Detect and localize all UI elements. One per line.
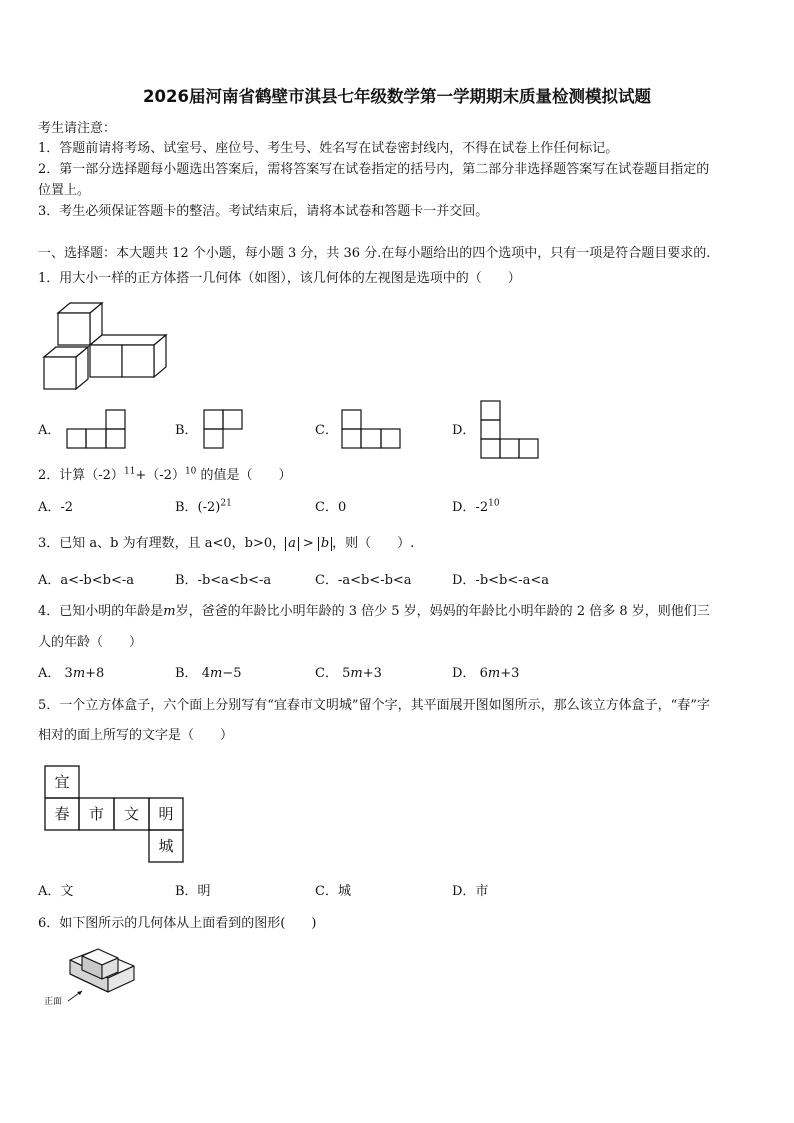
q6-solid-figure (40, 946, 140, 1011)
q3-option-c: C．-a<b<-b<a (315, 573, 412, 588)
q1-stem: 1．用大小一样的正方体搭一几何体（如图），该几何体的左视图是选项中的（ ） (38, 271, 521, 286)
notice-item-2: 2．第一部分选择题每小题选出答案后，需将答案写在试卷指定的括号内，第二部分非选择题答案写在试卷题目指定的 (38, 162, 710, 177)
q6-stem: 6．如下图所示的几何体从上面看到的图形( ) (38, 916, 317, 931)
net-cell-wen: 文 (123, 805, 139, 823)
q4-stem-cont: 人的年龄（ ） (38, 635, 143, 650)
q3-stem: 3．已知 a、b 为有理数，且 a<0，b>0， a > b ，则（ ）. (38, 536, 415, 551)
q1-cube-figure (40, 301, 180, 397)
q1-label-a: A． (38, 423, 61, 438)
front-label: 正面 (44, 997, 63, 1007)
q1-label-b: B． (175, 423, 198, 438)
notice-item-3: 3．考生必须保证答题卡的整洁。考试结束后，请将本试卷和答题卡一并交回。 (38, 204, 489, 219)
notice-heading: 考生请注意： (38, 121, 117, 136)
q5-stem-cont: 相对的面上所写的文字是（ ） (38, 728, 234, 743)
notice-item-1: 1．答题前请将考场、试室号、座位号、考生号、姓名写在试卷密封线内，不得在试卷上作任何标记。 (38, 141, 619, 156)
q5-option-d: D．市 (452, 884, 489, 899)
q5-cube-net (44, 765, 184, 865)
net-cell-ming: 明 (158, 805, 174, 823)
net-cell-shi: 市 (88, 805, 104, 823)
q1-label-d: D． (452, 423, 476, 438)
q5-stem: 5．一个立方体盒子，六个面上分别写有“宜春市文明城”留个字，其平面展开图如图所示，那么该立方体盒子，“春”字 (38, 698, 710, 713)
q4-option-b: B． 4m−5 (175, 666, 242, 681)
q4-stem: 4．已知小明的年龄是m岁，爸爸的年龄比小明年龄的 3 倍少 5 岁，妈妈的年龄比小明年龄的 2 倍多 8 岁，则他们三 (38, 604, 710, 619)
q3-option-d: D．-b<b<-a<a (452, 573, 550, 588)
q3-option-b: B．-b<a<b<-a (175, 573, 272, 588)
net-cell-yi: 宜 (54, 773, 70, 791)
q2-option-d: D．$-2^{10}$ (452, 498, 500, 515)
q1-option-d-figure (480, 400, 540, 460)
net-cell-cheng: 城 (158, 837, 174, 855)
q4-option-d: D． 6m+3 (452, 666, 520, 681)
q3-option-a: A．a<-b<b<-a (38, 573, 134, 588)
q1-option-b-figure (203, 409, 243, 449)
q2-stem: 2．计算$(-2)^{11}+(-2)^{10}$ 的值是（ ） (38, 466, 292, 483)
q4-option-a: A． 3m+8 (38, 666, 105, 681)
q4-option-c: C． 5m+3 (315, 666, 382, 681)
q1-label-c: C． (315, 423, 338, 438)
q5-option-c: C．城 (315, 884, 351, 899)
notice-item-2-cont: 位置上。 (38, 183, 91, 198)
q2-option-a: A．-2 (38, 500, 74, 515)
q5-option-b: B．明 (175, 884, 211, 899)
q2-option-b: B．$(-2)^{21}$ (175, 498, 232, 515)
q1-option-a-figure (66, 409, 126, 449)
q1-option-c-figure (341, 409, 401, 449)
q5-option-a: A．文 (38, 884, 74, 899)
section-heading: 一、选择题：本大题共 12 个小题，每小题 3 分，共 36 分.在每小题给出的四个选项中，只有一项是符合题目要求的. (38, 246, 711, 261)
net-cell-chun: 春 (54, 805, 70, 823)
q2-option-c: C．0 (315, 500, 347, 515)
page-title: 2026届河南省鹤壁市淇县七年级数学第一学期期末质量检测模拟试题 (143, 87, 651, 106)
